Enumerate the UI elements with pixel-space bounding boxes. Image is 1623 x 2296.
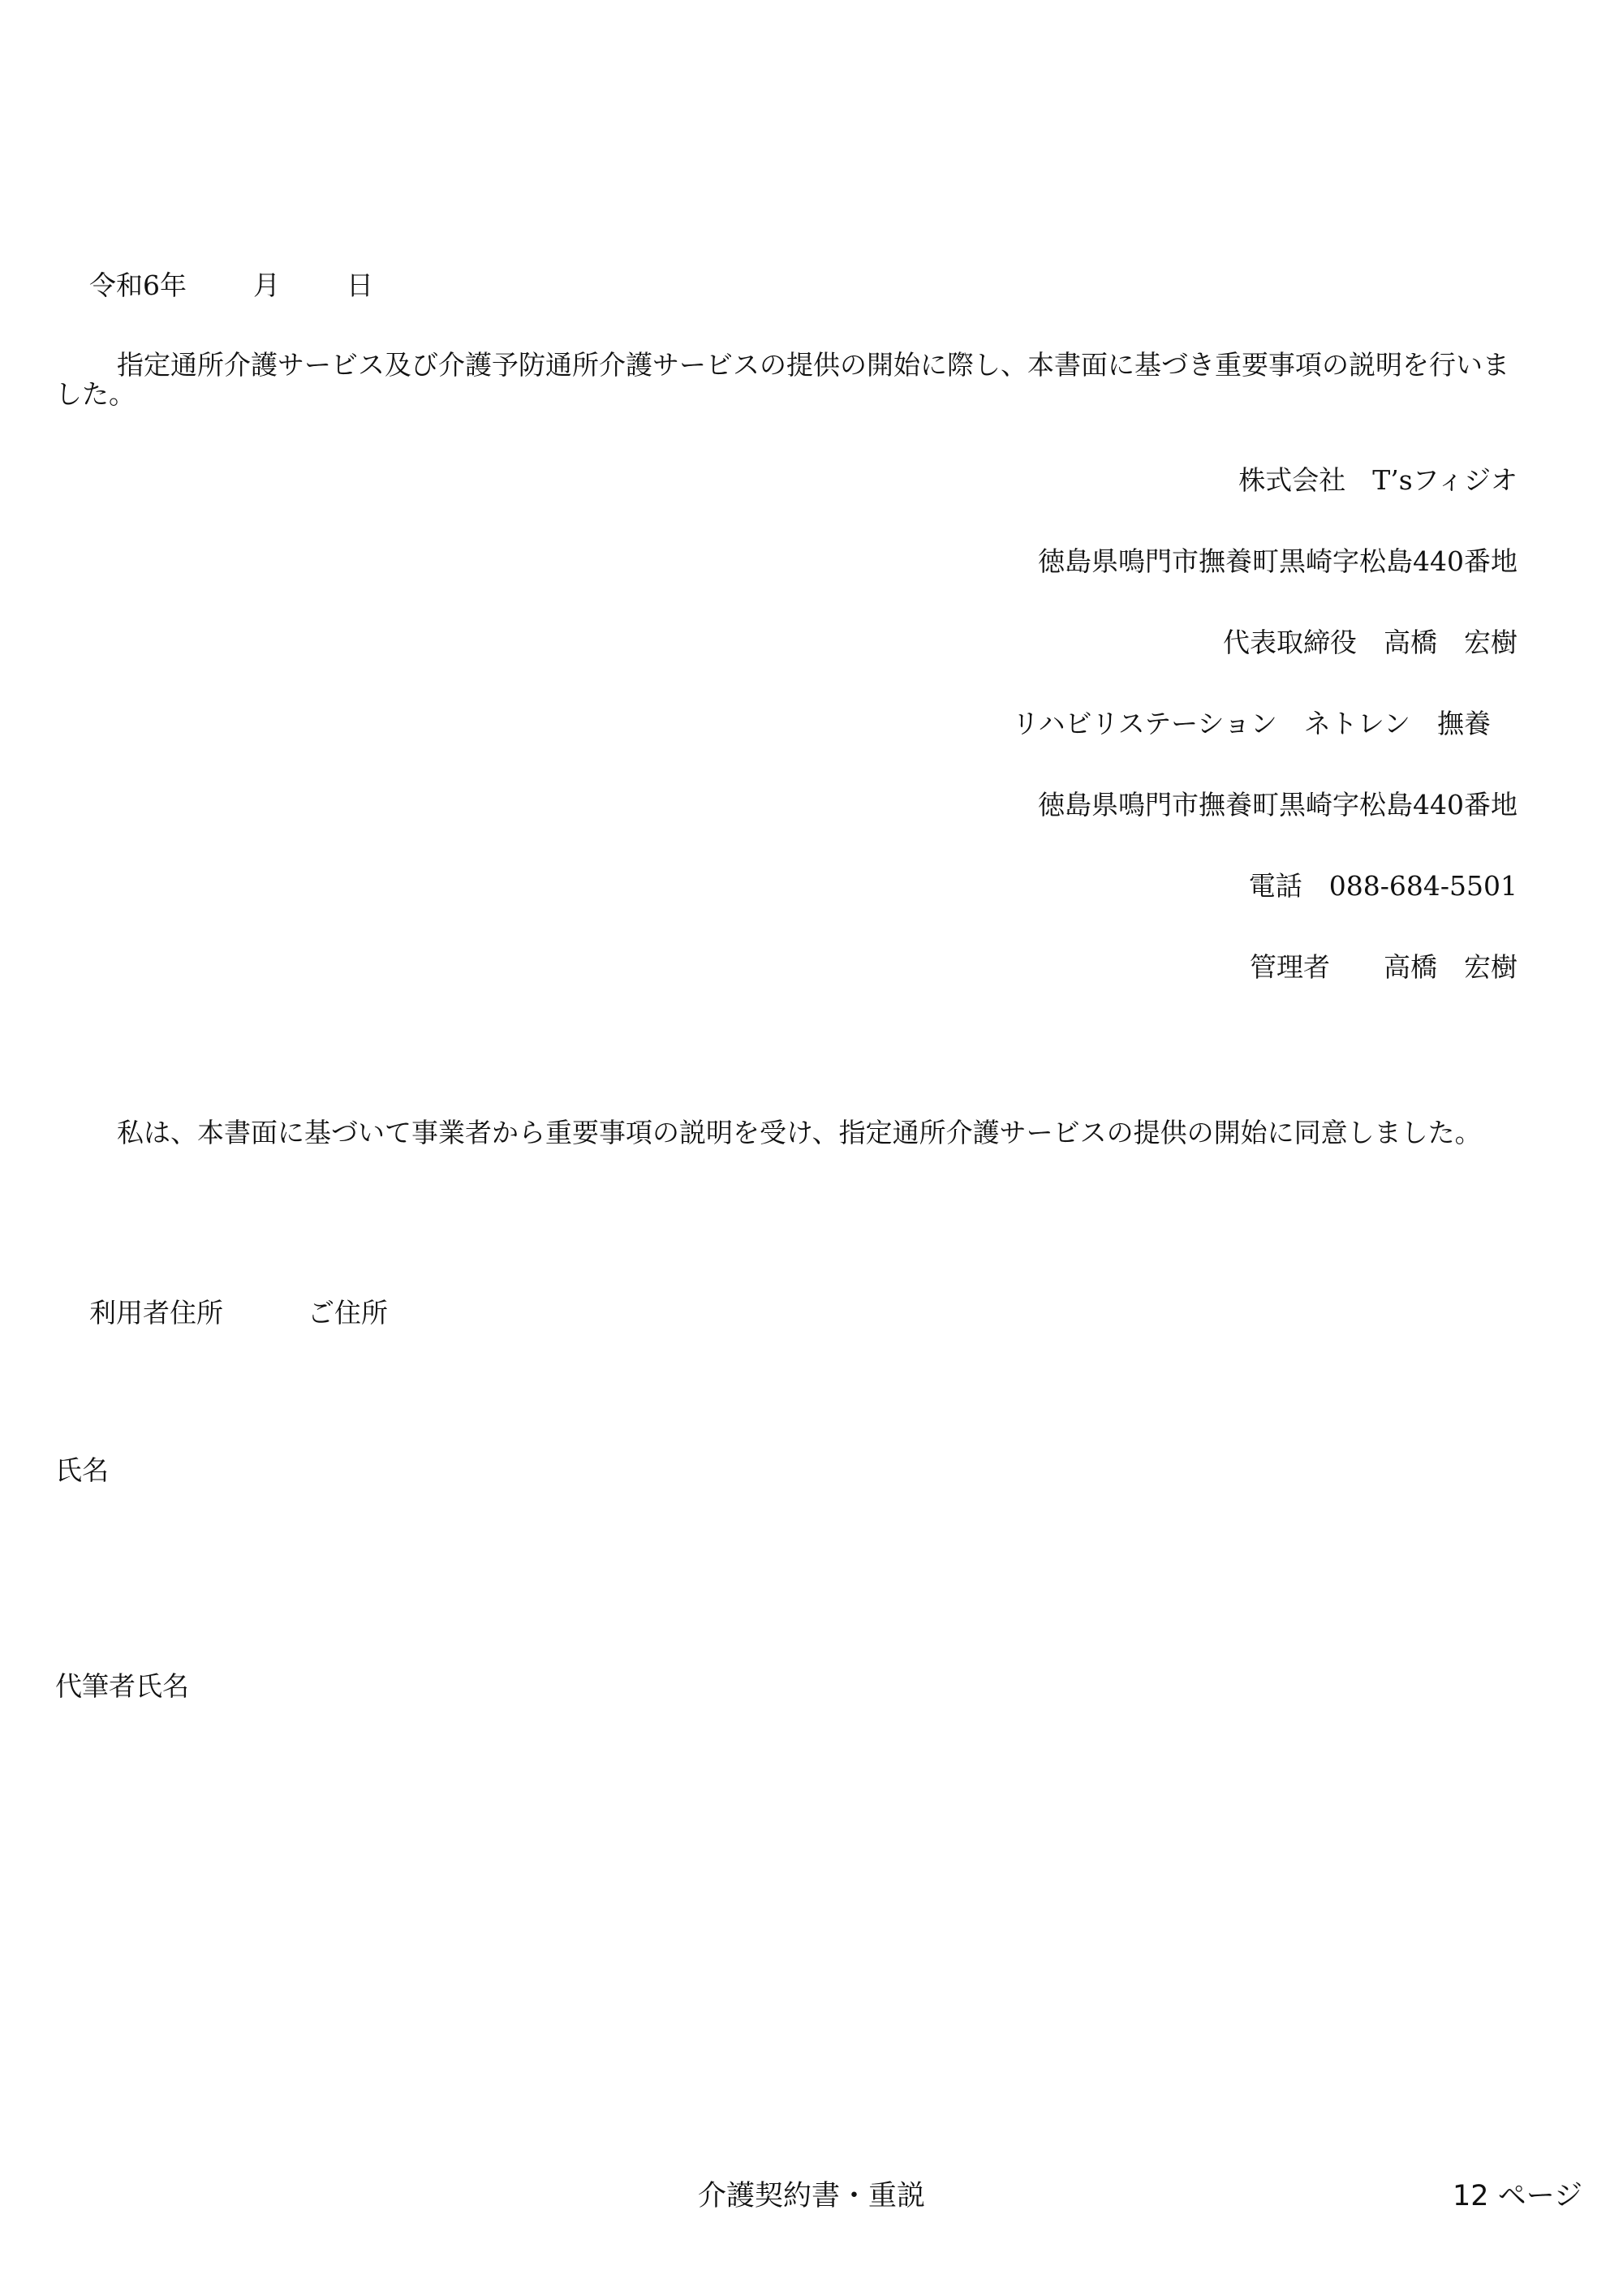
- provider-manager: 管理者 高橋 宏樹: [1250, 951, 1518, 983]
- footer-document-title: 介護契約書・重説: [697, 2180, 925, 2212]
- user-address-row: [55, 1264, 388, 1362]
- footer-page-number: 12 ページ: [1453, 2180, 1582, 2212]
- provider-representative: 代表取締役 高橋 宏樹: [1223, 627, 1518, 658]
- provider-company-address: 徳島県鳴門市撫養町黒崎字松島440番地: [1038, 545, 1518, 577]
- user-address-value: ご住所: [307, 1297, 388, 1329]
- provider-facility: リハビリステーション ネトレン 撫養: [1012, 708, 1518, 739]
- date-day: 日: [346, 269, 373, 301]
- date-line: [55, 237, 373, 334]
- proxy-name-label: 代筆者氏名: [55, 1670, 189, 1702]
- explanation-paragraph: 指定通所介護サービス及び介護予防通所介護サービスの提供の開始に際し、本書面に基づき重要事項の説明を行いました。: [55, 349, 1509, 410]
- user-address-label: 利用者住所: [88, 1297, 223, 1329]
- provider-facility-address: 徳島県鳴門市撫養町黒崎字松島440番地: [1038, 789, 1518, 821]
- date-era-year: 令和6年: [88, 269, 187, 301]
- provider-phone: 電話 088-684-5501: [1248, 870, 1518, 902]
- provider-company: 株式会社 T’sフィジオ: [1238, 464, 1518, 496]
- date-month: 月: [252, 269, 280, 301]
- user-name-label: 氏名: [55, 1454, 109, 1486]
- consent-paragraph: 私は、本書面に基づいて事業者から重要事項の説明を受け、指定通所介護サービスの提供の開始に同意しました。: [117, 1117, 1482, 1148]
